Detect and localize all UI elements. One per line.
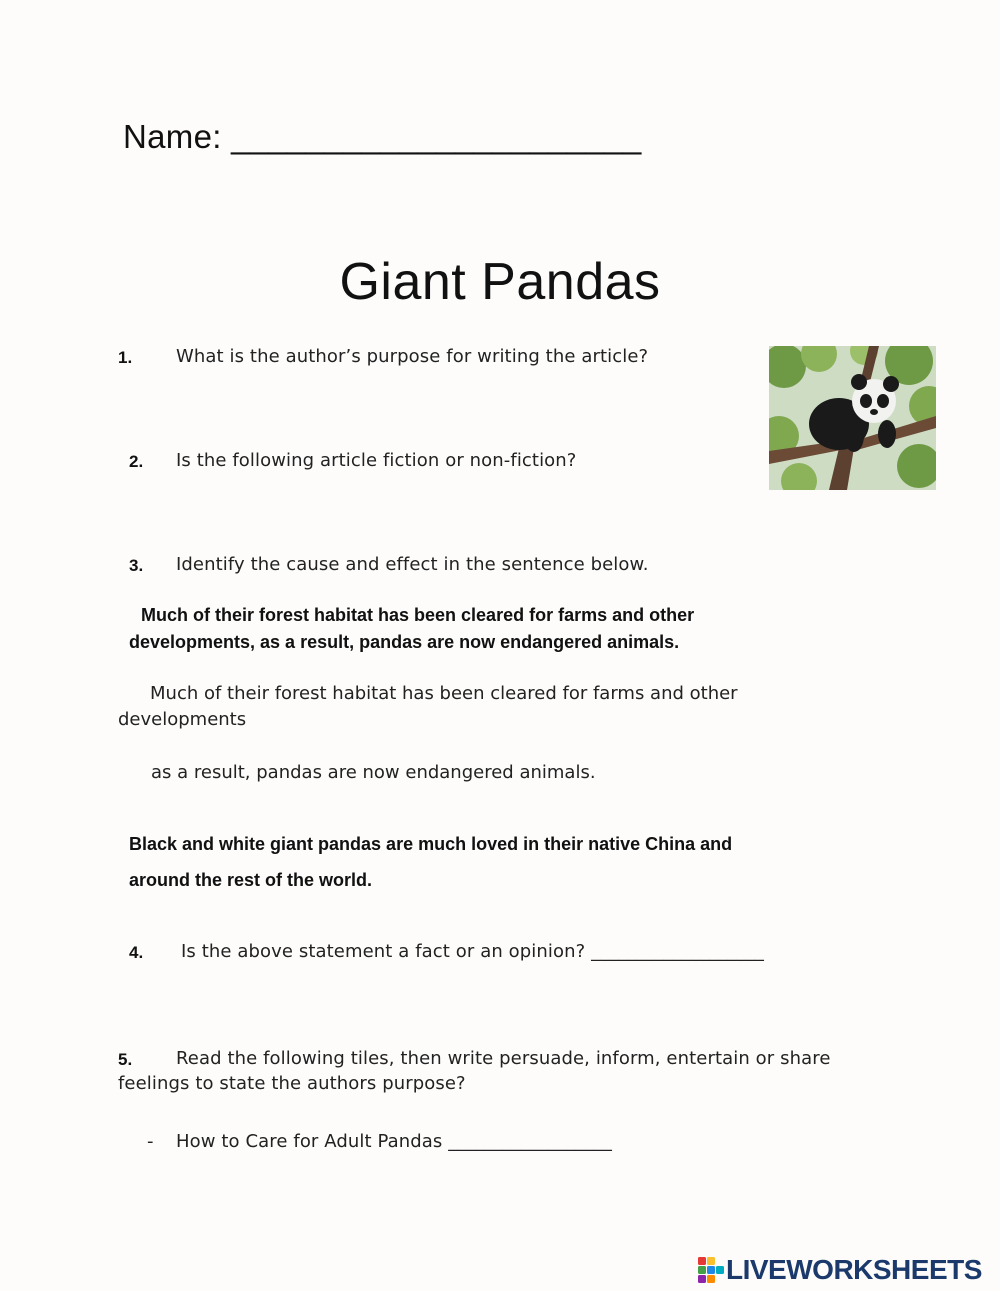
panda-in-tree-image: [769, 346, 936, 490]
question-4-number: 4.: [129, 943, 144, 962]
cause-text-line-1: Much of their forest habitat has been cleared for farms and other: [150, 683, 738, 704]
title-item-text: How to Care for Adult Pandas __________________: [176, 1131, 613, 1152]
question-5-text-line-1: Read the following tiles, then write persuade, inform, entertain or share: [176, 1048, 831, 1069]
question-3-text: Identify the cause and effect in the sentence below.: [176, 554, 649, 575]
question-1-text: What is the author’s purpose for writing the article?: [176, 346, 649, 367]
question-5-text-line-2: feelings to state the authors purpose?: [118, 1073, 466, 1094]
question-5-number: 5.: [118, 1050, 133, 1069]
question-4-text: Is the above statement a fact or an opinion? ___________________: [181, 941, 765, 962]
cause-effect-statement-line-2: developments, as a result, pandas are now endangered animals.: [129, 632, 680, 652]
effect-text: as a result, pandas are now endangered animals.: [151, 762, 596, 783]
liveworksheets-logo: [698, 1254, 982, 1286]
liveworksheets-logo-icon: [698, 1257, 724, 1283]
fact-opinion-statement-line-2: around the rest of the world.: [129, 870, 373, 890]
panda-photo: [769, 346, 936, 490]
list-bullet-dash: -: [147, 1131, 154, 1152]
question-2-number: 2.: [129, 452, 144, 471]
page-title: Giant Pandas: [339, 253, 661, 311]
question-1-number: 1.: [118, 348, 133, 367]
name-field-label: Name: ______________________: [123, 118, 642, 155]
question-3-number: 3.: [129, 556, 144, 575]
cause-effect-statement-line-1: Much of their forest habitat has been cleared for farms and other: [141, 605, 695, 625]
question-2-text: Is the following article fiction or non-fiction?: [176, 450, 577, 471]
fact-opinion-statement-line-1: Black and white giant pandas are much loved in their native China and: [129, 834, 733, 854]
cause-text-line-2: developments: [118, 709, 247, 730]
liveworksheets-logo-text: LIVEWORKSHEETS: [726, 1254, 982, 1285]
